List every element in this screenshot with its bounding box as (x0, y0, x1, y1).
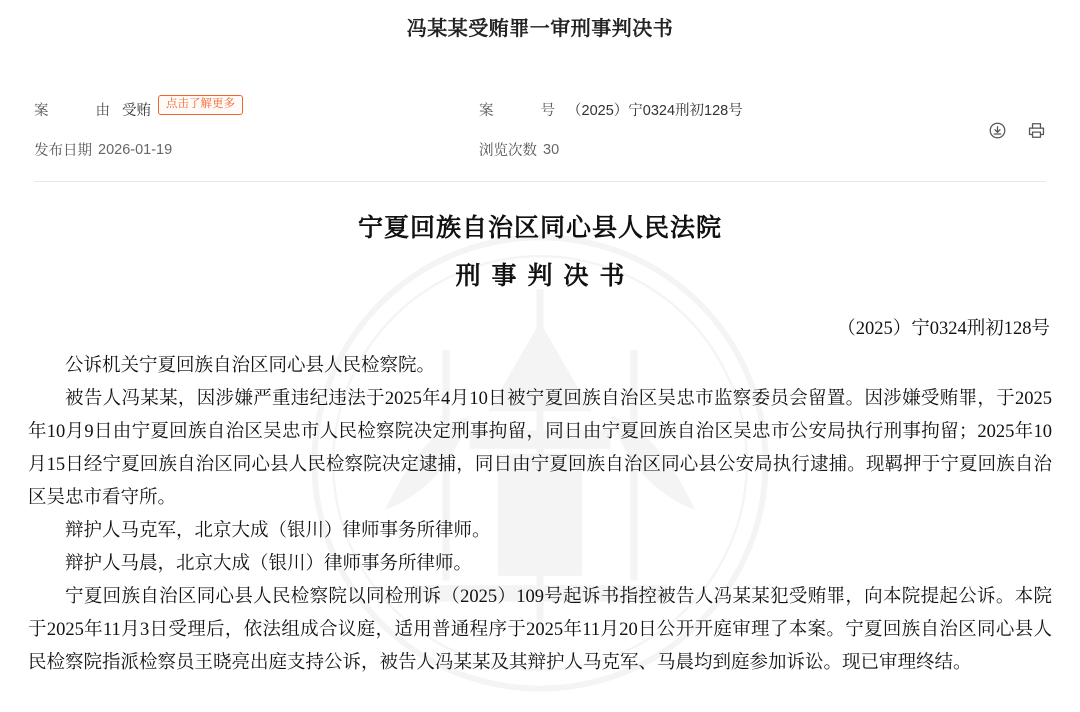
body-paragraph: 辩护人马克军，北京大成（银川）律师事务所律师。 (65, 521, 491, 541)
views-label: 浏览次数 (479, 143, 537, 159)
learn-more-badge[interactable]: 点击了解更多 (158, 95, 243, 115)
body-paragraph: 宁夏回族自治区同心县人民检察院以同检刑诉（2025）109号起诉书指控被告人冯某某犯受贿罪，向本院提起公诉。本院于2025年11月3日受理后，依法组成合议庭，适用普通程序于2025年11月20日公开开庭审理了本案。宁夏回族自治区同心县人民检察院指派检察员王晓亮出庭支持公诉，被告人冯某某及其辩护人马克军、马晨均到庭参加诉讼。现已审理终结。 (28, 587, 1052, 673)
document-kind: 刑事判决书 (455, 263, 636, 290)
body-paragraph: 公诉机关宁夏回族自治区同心县人民检察院。 (65, 356, 436, 376)
publish-date-label: 发布日期 (34, 143, 92, 159)
body-paragraph: 辩护人马晨，北京大成（银川）律师事务所律师。 (65, 554, 473, 574)
meta-publish-date (34, 139, 479, 160)
publish-date-value: 2026-01-19 (98, 141, 173, 158)
body-paragraph: 被告人冯某某，因涉嫌严重违纪违法于2025年4月10日被宁夏回族自治区吴忠市监察委员会留置。因涉嫌受贿罪，于2025年10月9日由宁夏回族自治区吴忠市人民检察院决定刑事拘留，同日由宁夏回族自治区吴忠市公安局执行刑事拘留；2025年10月15日经宁夏回族自治区同心县人民检察院决定逮捕，同日由宁夏回族自治区同心县公安局执行逮捕。现羁押于宁夏回族自治区吴忠市看守所。 (28, 389, 1052, 508)
case-no-label: 案 号 (479, 103, 561, 119)
cause-label: 案 由 (34, 103, 116, 119)
case-number: （2025）宁0324刑初128号 (837, 319, 1050, 339)
document-meta (0, 99, 1080, 169)
views-value: 30 (543, 141, 560, 158)
page-title: 冯某某受贿罪一审刑事判决书 (406, 18, 674, 40)
meta-row-cause-caseno (34, 99, 1046, 129)
judgment-body (28, 350, 1052, 680)
meta-row-date-views (34, 139, 1046, 169)
meta-cause (34, 99, 479, 120)
court-name: 宁夏回族自治区同心县人民法院 (357, 215, 722, 242)
meta-views (479, 139, 559, 160)
meta-case-no (479, 99, 743, 120)
meta-divider (34, 181, 1046, 182)
download-icon[interactable] (988, 121, 1007, 140)
meta-actions (988, 121, 1046, 140)
print-icon[interactable] (1027, 121, 1046, 140)
cause-value: 受贿 (122, 103, 151, 119)
case-no-value: （2025）宁0324刑初128号 (567, 103, 743, 119)
